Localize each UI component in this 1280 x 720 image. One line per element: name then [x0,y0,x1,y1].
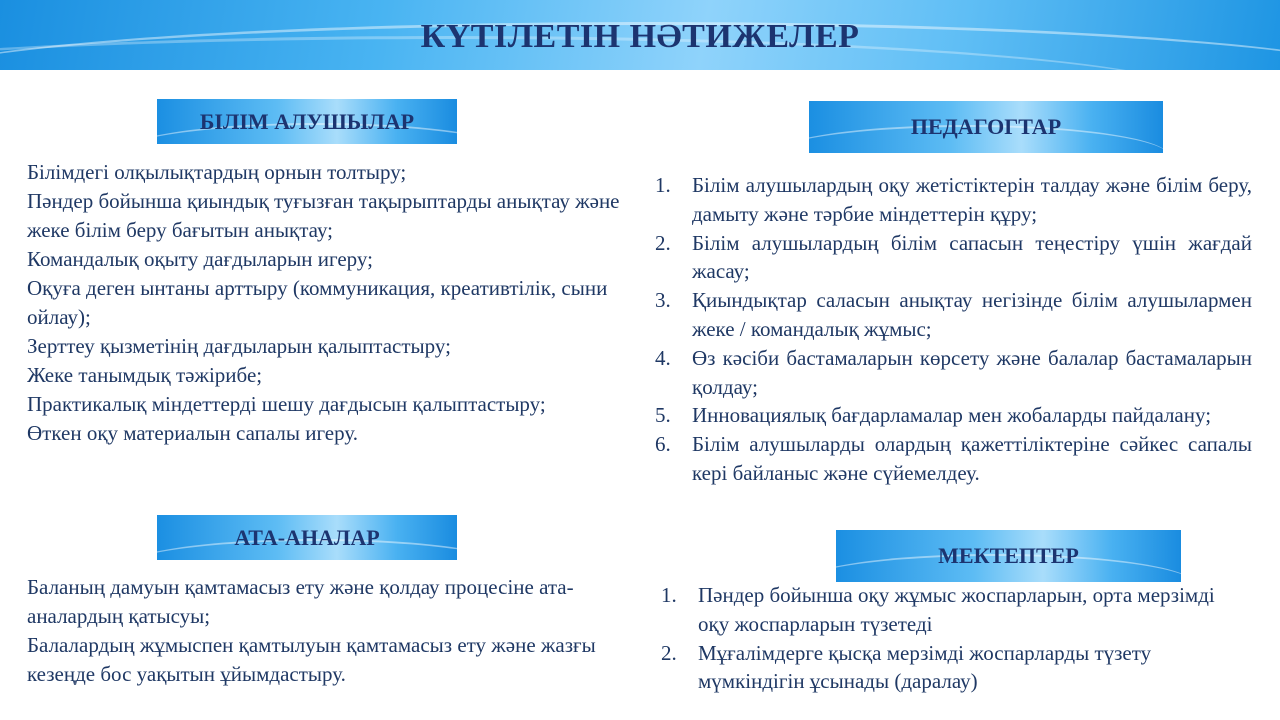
schools-heading [836,530,1181,582]
list-item-text: Білім алушыларды олардың қажеттіліктеріне сәйкес сапалы кері байланыс және сүйемелдеу. [692,432,1252,485]
list-item-text: Білім алушылардың білім сапасын теңестіру үшін жағдай жасау; [692,230,1252,284]
list-item [655,430,1252,488]
title-banner [0,0,1280,70]
list-item: Балалардың жұмыспен қамтылуын қамтамасыз ету және жазғы кезеңде бос уақытын ұйымдастыру. [27,633,596,686]
parents-heading [157,515,457,560]
list-item [655,344,1252,402]
schools-list [661,581,1238,696]
list-number: 3. [655,288,671,313]
list-number: 5. [655,403,671,428]
list-item [661,639,1238,697]
parents-heading-label: АТА-АНАЛАР [234,524,380,550]
list-item-text: Білім алушылардың оқу жетістіктерін талдау және білім беру, дамыту және тәрбие міндеттерін құру; [692,173,1252,226]
list-item [655,229,1252,287]
list-item-text: Пәндер бойынша оқу жұмыс жоспарларын, орта мерзімді оқу жоспарларын түзетеді [698,583,1215,636]
list-item: Зерттеу қызметінің дағдыларын қалыптастыру; [27,334,451,358]
list-item: Командалық оқыту дағдыларын игеру; [27,247,373,271]
list-item [655,286,1252,344]
students-heading [157,99,457,144]
list-number: 2. [661,640,677,665]
page-title: КҮТІЛЕТІН НӘТИЖЕЛЕР [420,18,860,55]
list-number: 1. [661,583,677,607]
list-item: Жеке танымдық тәжірибе; [27,363,263,387]
parents-list [27,573,627,689]
list-item [661,581,1238,639]
list-item: Пәндер бойынша қиындық туғызған тақырыптарды анықтау және жеке білім беру бағытын анықтау; [27,189,620,242]
list-item [655,171,1252,229]
list-item-text: Мұғалімдерге қысқа мерзімді жоспарларды түзету мүмкіндігін ұсынады (даралау) [698,640,1152,694]
list-number: 1. [655,173,671,197]
list-number: 2. [655,230,671,255]
teachers-list [655,171,1252,488]
teachers-heading-label: ПЕДАГОГТАР [910,114,1062,139]
list-item-text: Инновациялық бағдарламалар мен жобаларды пайдалану; [692,403,1212,428]
students-list [27,158,637,448]
list-number: 6. [655,432,671,457]
list-item: Білімдегі олқылықтардың орнын толтыру; [27,160,407,184]
teachers-heading [809,101,1163,153]
list-item [655,401,1252,430]
list-item: Өткен оқу материалын сапалы игеру. [27,421,358,445]
list-number: 4. [655,345,671,370]
list-item-text: Қиындықтар саласын анықтау негізінде білім алушылармен жеке / командалық жұмыс; [692,288,1252,341]
schools-heading-label: МЕКТЕПТЕР [938,543,1079,568]
list-item: Оқуға деген ынтаны арттыру (коммуникация, креативтілік, сыни ойлау); [27,276,608,329]
list-item-text: Өз кәсіби бастамаларын көрсету және балалар бастамаларын қолдау; [692,345,1252,399]
list-item: Практикалық міндеттерді шешу дағдысын қалыптастыру; [27,392,546,416]
students-heading-label: БІЛІМ АЛУШЫЛАР [199,108,415,134]
list-item: Баланың дамуын қамтамасыз ету және қолдау процесіне ата-аналардың қатысуы; [27,575,574,628]
